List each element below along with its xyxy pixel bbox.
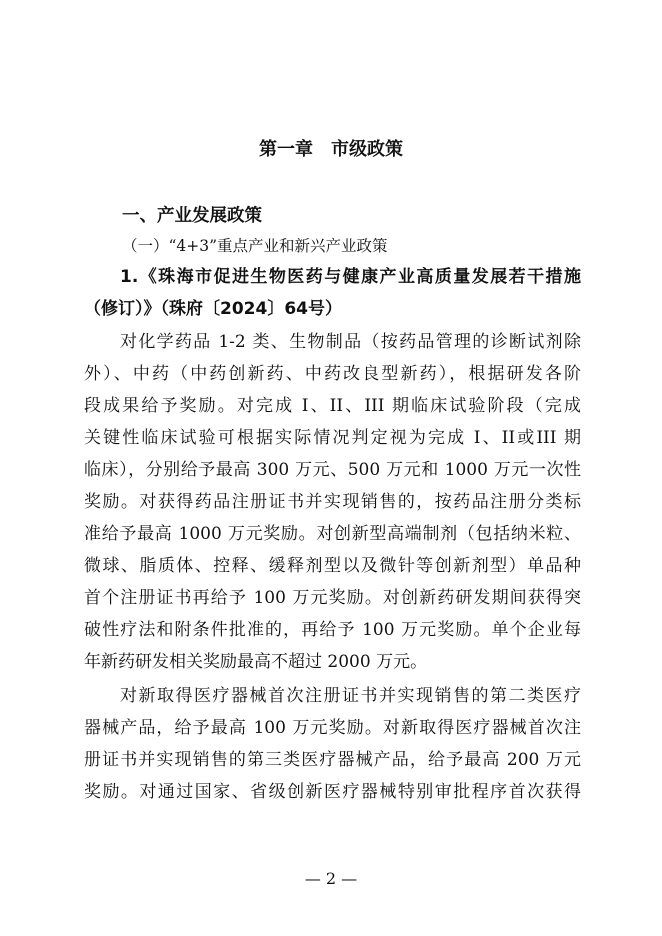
- subsection-heading: （一）“4+3”重点产业和新兴产业政策: [122, 237, 388, 255]
- paragraph-1-line: 奖励。对获得药品注册证书并实现销售的，按药品注册分类标: [84, 492, 581, 512]
- policy-title-line-2: （修订）》（珠府〔2024〕64号）: [84, 299, 342, 319]
- paragraph-2-line: 对新取得医疗器械首次注册证书并实现销售的第二类医疗: [120, 686, 581, 706]
- paragraph-1-line: 临床），分别给予最高 300 万元、500 万元和 1000 万元一次性: [84, 460, 581, 480]
- policy-title-line-1: 1.《珠海市促进生物医药与健康产业高质量发展若干措施: [120, 267, 581, 287]
- page-number: — 2 —: [304, 869, 358, 888]
- paragraph-2-line: 册证书并实现销售的第三类医疗器械产品，给予最高 200 万元: [84, 750, 581, 770]
- paragraph-1-line: 微球、脂质体、控释、缓释剂型以及微针等创新剂型）单品种: [84, 556, 581, 576]
- paragraph-1-line: 外）、中药（中药创新药、中药改良型新药），根据研发各阶: [84, 364, 581, 384]
- paragraph-1-line: 准给予最高 1000 万元奖励。对创新型高端制剂（包括纳米粒、: [84, 524, 581, 544]
- paragraph-1-line: 破性疗法和附条件批准的，再给予 100 万元奖励。单个企业每: [84, 620, 581, 640]
- paragraph-2-line: 奖励。对通过国家、省级创新医疗器械特别审批程序首次获得: [84, 782, 581, 802]
- paragraph-1-line: 首个注册证书再给予 100 万元奖励。对创新药研发期间获得突: [84, 588, 581, 608]
- paragraph-1-line: 年新药研发相关奖励最高不超过 2000 万元。: [84, 652, 428, 672]
- paragraph-1-line: 对化学药品 1-2 类、生物制品（按药品管理的诊断试剂除: [120, 332, 581, 352]
- paragraph-2-line: 器械产品，给予最高 100 万元奖励。对新取得医疗器械首次注: [84, 718, 581, 738]
- paragraph-1-line: 段成果给予奖励。对完成 I、II、III 期临床试验阶段（完成: [84, 396, 581, 416]
- paragraph-1-line: 关键性临床试验可根据实际情况判定视为完成 I、II或III 期: [84, 428, 581, 448]
- section-heading: 一、产业发展政策: [122, 206, 262, 226]
- chapter-title: 第一章 市级政策: [259, 139, 403, 160]
